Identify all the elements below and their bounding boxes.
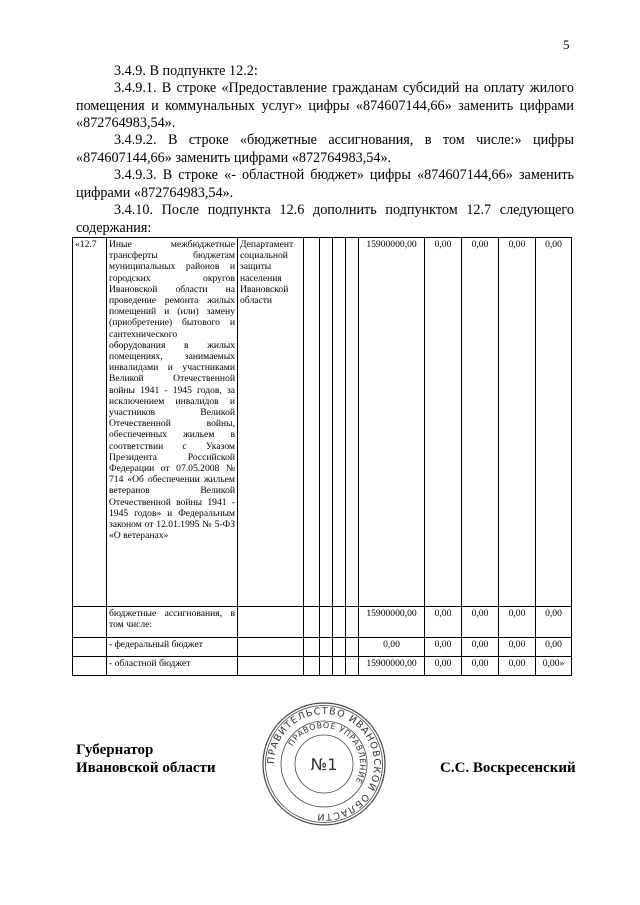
paragraph-3-4-9-2: 3.4.9.2. В строке «бюджетные ассигнования, в том числе:» цифры «874607144,66» заменить цифрами «872764983,54». [76, 132, 574, 166]
value-cell: 0,00 [462, 657, 499, 676]
value-cell: 0,00 [536, 638, 572, 657]
signatory-title-line1: Губернатор [76, 742, 154, 758]
value-cell: 0,00 [499, 238, 536, 607]
value-cell: 0,00 [536, 238, 572, 607]
empty-cell [333, 607, 346, 638]
empty-cell [238, 638, 304, 657]
svg-text:ПРАВОВОЕ УПРАВЛЕНИЕ [287, 721, 368, 785]
empty-cell [73, 638, 107, 657]
signatory-name: С.С. Воскресенский [440, 760, 576, 776]
row-label-cell: - федеральный бюджет [107, 638, 238, 657]
table-row [73, 238, 572, 607]
row-label-cell: - областной бюджет [107, 657, 238, 676]
value-cell: 0,00 [425, 638, 462, 657]
empty-cell [73, 657, 107, 676]
paragraph-3-4-9-1: 3.4.9.1. В строке «Предоставление гражданам субсидий на оплату жилого помещения и коммунальных услуг» цифры «874607144,66» заменить цифрами «872764983,54». [76, 80, 574, 131]
empty-cell [346, 607, 359, 638]
value-cell: 15900000,00 [359, 657, 425, 676]
empty-cell [333, 238, 346, 607]
value-cell: 15900000,00 [359, 607, 425, 638]
table-row [73, 638, 572, 657]
empty-cell [320, 238, 333, 607]
budget-table [72, 237, 572, 676]
page-number: 5 [563, 37, 570, 52]
empty-cell [304, 238, 320, 607]
paragraph-3-4-9-3: 3.4.9.3. В строке «- областной бюджет» цифры «874607144,66» заменить цифрами «872764983,54». [76, 167, 574, 201]
value-cell: 0,00 [462, 238, 499, 607]
seal-center-text: №1 [310, 755, 338, 774]
table-row [73, 657, 572, 676]
value-cell: 0,00 [425, 607, 462, 638]
empty-cell [346, 638, 359, 657]
empty-cell [304, 638, 320, 657]
value-cell: 0,00 [536, 607, 572, 638]
paragraph-3-4-10: 3.4.10. После подпункта 12.6 дополнить подпунктом 12.7 следующего содержания: [76, 202, 574, 236]
value-cell: 0,00 [359, 638, 425, 657]
value-cell: 0,00 [462, 607, 499, 638]
value-cell: 0,00 [499, 657, 536, 676]
empty-cell [346, 657, 359, 676]
empty-cell [73, 607, 107, 638]
empty-cell [238, 657, 304, 676]
value-cell: 15900000,00 [359, 238, 425, 607]
empty-cell [346, 238, 359, 607]
value-cell: 0,00 [425, 238, 462, 607]
table-row [73, 607, 572, 638]
empty-cell [304, 607, 320, 638]
paragraph-3-4-9: 3.4.9. В подпункте 12.2: [114, 63, 258, 79]
official-seal [261, 701, 387, 827]
value-cell: 0,00 [425, 657, 462, 676]
empty-cell [238, 607, 304, 638]
empty-cell [320, 657, 333, 676]
row-label-cell: бюджетные ассигнования, в том числе: [107, 607, 238, 638]
value-cell: 0,00 [462, 638, 499, 657]
empty-cell [333, 638, 346, 657]
empty-cell [333, 657, 346, 676]
row-description-cell: Иные межбюджетные трансферты бюджетам муниципальных районов и городских округов Ивановской области на проведение ремонта жилых помещений и (или) замену (приобретение) бытового и сантехнического оборудования в жилых помещениях, занимаемых инвалидами и участниками Великой Отечественной войны 1941 - 1945 годов, за исключением инвалидов и участников Великой Отечественной войны, обеспеченных жильем в соответствии с Указом Президента Российской Федерации от 07.05.2008 № 714 «Об обеспечении жильем ветеранов Великой Отечественной войны 1941 - 1945 годов» и Федеральным законом от 12.01.1995 № 5-ФЗ «О ветеранах» [107, 238, 238, 607]
department-cell: Департамент социальной защиты населения Ивановской области [238, 238, 304, 607]
empty-cell [320, 638, 333, 657]
empty-cell [304, 657, 320, 676]
seal-outer-text: ПРАВИТЕЛЬСТВО ИВАНОВСКОЙ ОБЛАСТИ [265, 705, 383, 823]
empty-cell [320, 607, 333, 638]
signatory-title [76, 741, 216, 777]
signatory-title-line2: Ивановской области [76, 760, 216, 776]
value-cell: 0,00» [536, 657, 572, 676]
seal-inner-text: ПРАВОВОЕ УПРАВЛЕНИЕ [286, 720, 368, 786]
row-number-cell: «12.7 [73, 238, 107, 607]
value-cell: 0,00 [499, 607, 536, 638]
value-cell: 0,00 [499, 638, 536, 657]
